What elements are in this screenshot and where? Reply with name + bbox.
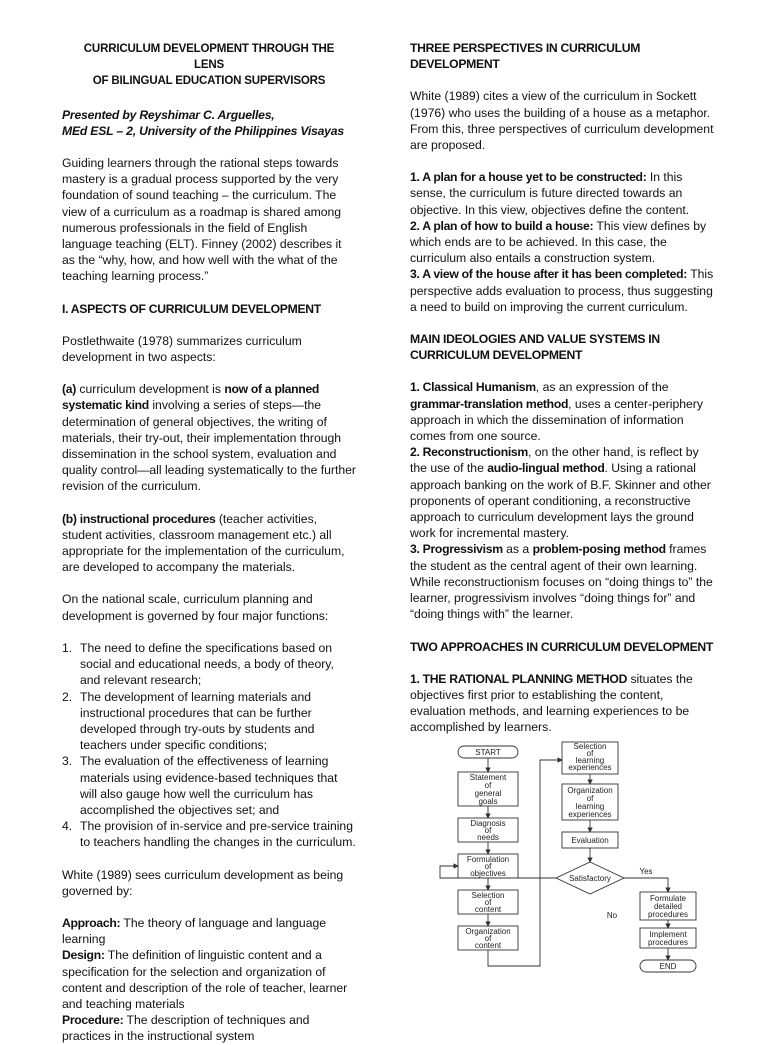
perspective-2	[410, 218, 716, 267]
aspect-b-text: (teacher activities, student activities, classroom management etc.) all appropriate for the implementation of the curriculum, are developed to accompany the materials.	[62, 511, 345, 575]
formulate-label: Formulate	[649, 894, 687, 903]
design-label: Design:	[62, 948, 105, 963]
perspective-2-label: 2. A plan of how to build a house:	[410, 218, 594, 233]
ideology-1-text: , uses a center-periphery approach in which the dissemination of information comes from one source.	[410, 396, 703, 444]
aspect-a-paragraph	[62, 381, 356, 494]
evaluation-label: Evaluation	[571, 836, 609, 845]
section-heading-aspects: I. ASPECTS OF CURRICULUM DEVELOPMENT	[62, 301, 321, 316]
selection-learning-label: Selection	[573, 742, 607, 751]
design-definition	[62, 947, 356, 1012]
selection-content-label: content	[474, 905, 502, 914]
list-text: The evaluation of the effectiveness of learning materials using evidence-based techniques that will also gauge how well the curriculum has accomplished the objectives set; and	[80, 754, 338, 817]
perspective-1-text: In this sense, the curriculum is future directed towards an objective. In this view, objectives define the content.	[410, 170, 690, 217]
selection-content-label: Selection	[471, 891, 505, 900]
procedure-definition	[62, 1012, 356, 1044]
white-intro-paragraph: White (1989) cites a view of the curriculum in Sockett (1976) who uses the building of a house as a metaphor. From this, three perspectives of curriculum development are proposed.	[410, 89, 714, 153]
statement-label: goals	[478, 797, 498, 806]
formulation-label: objectives	[470, 869, 506, 878]
aspect-a-pre: curriculum development is	[76, 382, 225, 397]
approach-label: Approach:	[62, 915, 121, 930]
diagnosis-label: of	[484, 826, 492, 835]
approach-text: The theory of language and language learning	[62, 915, 327, 947]
diagnosis-label: Diagnosis	[470, 819, 506, 828]
formulate-label: procedures	[647, 910, 689, 919]
statement-label: of	[484, 781, 492, 790]
right-column	[410, 40, 716, 736]
list-item	[62, 640, 356, 689]
section-heading-perspectives: THREE PERSPECTIVES IN CURRICULUM DEVELOPMENT	[410, 41, 641, 72]
ideology-1	[410, 379, 716, 444]
ideology-2-label: 2. Reconstructionism	[410, 445, 528, 460]
ideology-1-label: 1. Classical Humanism	[410, 380, 536, 395]
presenter-name: Presented by Reyshimar C. Arguelles,	[62, 107, 275, 122]
title-line-2: OF BILINGUAL EDUCATION SUPERVISORS	[92, 73, 326, 88]
selection-content-label: of	[484, 898, 492, 907]
left-column	[62, 40, 356, 1045]
organization-learning-label: Organization	[567, 786, 613, 795]
perspective-1-label: 1. A plan for a house yet to be constructed:	[410, 170, 647, 185]
aspect-b-paragraph	[62, 511, 356, 576]
list-text: The development of learning materials and instructional procedures that can be further developed through try-outs by students and teachers under specific conditions;	[80, 689, 315, 753]
white-governed-paragraph: White (1989) sees curriculum development as being governed by:	[62, 867, 344, 898]
implement-label: Implement	[649, 930, 687, 939]
end-label: END	[659, 962, 677, 971]
ideology-3-label: 3. Progressivism	[410, 542, 503, 557]
organization-learning-label: of	[586, 794, 594, 803]
implement-label: procedures	[647, 938, 689, 947]
perspective-2-text: This view defines by which ends are to be achieved. In this case, the curriculum also entails a construction system.	[410, 218, 707, 266]
formulation-label: Formulation	[466, 855, 510, 864]
functions-list	[62, 640, 356, 851]
perspective-3-text: This perspective adds evaluation to process, thus suggesting a need to build on improving the current curriculum.	[410, 267, 714, 314]
national-paragraph: On the national scale, curriculum planning and development is governed by four major functions:	[62, 592, 329, 623]
selection-learning-label: learning	[575, 756, 605, 765]
ideology-3-text: frames the student as the central agent of their own learning. While reconstructionism focuses on “doing things to” the learner, progressivism involves “doing things for” and “doing things with” the learner.	[410, 542, 713, 622]
ideology-2	[410, 444, 716, 541]
postlethwaite-paragraph: Postlethwaite (1978) summarizes curriculum development in two aspects:	[62, 333, 302, 365]
list-number: 4.	[62, 819, 73, 834]
rational-planning-text: situates the objectives first prior to establishing the content, evaluation methods, and learning experiences to be accomplished by learners.	[410, 671, 693, 735]
aspect-a-label: (a)	[62, 382, 76, 397]
ideology-2-mid: , on the other hand, is reflect by the use of the	[410, 445, 699, 476]
perspective-3-label: 3. A view of the house after it has been completed:	[410, 267, 688, 282]
design-text: The definition of linguistic content and a specification for the selection and organization of content and description of the role of teacher, learner and teaching materials	[62, 948, 348, 1011]
list-item	[62, 818, 356, 850]
document-title	[72, 40, 345, 89]
organization-learning-label: experiences	[568, 810, 612, 819]
aspect-b-label: (b) instructional procedures	[62, 511, 216, 526]
no-label: No	[606, 911, 618, 920]
aspect-a-emphasis: now of a planned systematic kind	[62, 382, 320, 413]
ideology-3-method: problem-posing method	[532, 542, 666, 557]
organization-content-label: Organization	[465, 927, 511, 936]
statement-label: general	[474, 789, 502, 798]
procedure-text: The description of techniques and practices in the instructional system	[62, 1013, 310, 1044]
section-heading-ideologies: MAIN IDEOLOGIES AND VALUE SYSTEMS IN CURRICULUM DEVELOPMENT	[410, 332, 660, 363]
ideology-3-mid: as a	[502, 542, 533, 557]
aspect-a-text: involving a series of steps—the determination of general objectives, the writing of materials, their try-out, their implementation through dissemination in the school system, evaluation and quality control—all leading systematically to the further revision of the curriculum.	[62, 398, 356, 494]
statement-label: Statement	[469, 773, 507, 782]
list-number: 1.	[62, 640, 73, 655]
ideology-3	[410, 541, 716, 622]
perspective-3	[410, 266, 716, 315]
perspective-1	[410, 169, 716, 218]
list-item	[62, 689, 356, 754]
formulation-label: of	[484, 862, 492, 871]
list-text: The provision of in-service and pre-service training to teachers handling the changes in the curriculum.	[80, 819, 356, 850]
start-label: START	[475, 748, 501, 757]
ideology-2-text: . Using a rational approach banking on the work of B.F. Skinner and other proponents of operant conditioning, a reconstructive approach to curriculum development lays the ground work for incremental mastery.	[410, 461, 711, 541]
selection-learning-label: experiences	[568, 763, 612, 772]
ideology-1-method: grammar-translation method	[410, 396, 569, 411]
organization-content-label: of	[484, 934, 492, 943]
ideology-2-method: audio-lingual method	[487, 461, 605, 476]
rational-planning-label: 1. THE RATIONAL PLANNING METHOD	[410, 671, 628, 686]
list-item	[62, 753, 356, 818]
title-line-1: CURRICULUM DEVELOPMENT THROUGH THE LENS	[83, 41, 335, 72]
list-text: The need to define the specifications based on social and educational needs, a body of theory, and relevant research;	[80, 640, 334, 688]
ideology-1-mid: , as an expression of the	[535, 380, 669, 395]
organization-content-label: content	[474, 941, 502, 950]
procedure-label: Procedure:	[62, 1013, 124, 1028]
diagnosis-label: needs	[477, 833, 499, 842]
selection-learning-label: of	[586, 749, 594, 758]
list-number: 3.	[62, 754, 73, 769]
intro-paragraph: Guiding learners through the rational steps towards mastery is a gradual process supported by the very foundation of sound teaching – the curriculum. The view of a curriculum as a roadmap is shared among numerous professionals in the field of English language teaching (ELT). Finney (2002) describes it as the “why, how, and how well with the what of the teaching learning process.”	[62, 156, 342, 284]
approach-definition	[62, 915, 356, 947]
yes-label: Yes	[639, 867, 653, 876]
rational-planning-paragraph	[410, 671, 716, 736]
rational-planning-flowchart	[436, 738, 718, 982]
list-number: 2.	[62, 689, 73, 704]
satisfactory-label: Satisfactory	[569, 874, 611, 883]
organization-learning-label: learning	[575, 802, 605, 811]
formulate-label: detailed	[653, 902, 683, 911]
section-heading-approaches: TWO APPROACHES IN CURRICULUM DEVELOPMENT	[410, 639, 714, 654]
presenter-block	[62, 107, 356, 139]
presenter-affiliation: MEd ESL – 2, University of the Philippines Visayas	[62, 123, 344, 138]
